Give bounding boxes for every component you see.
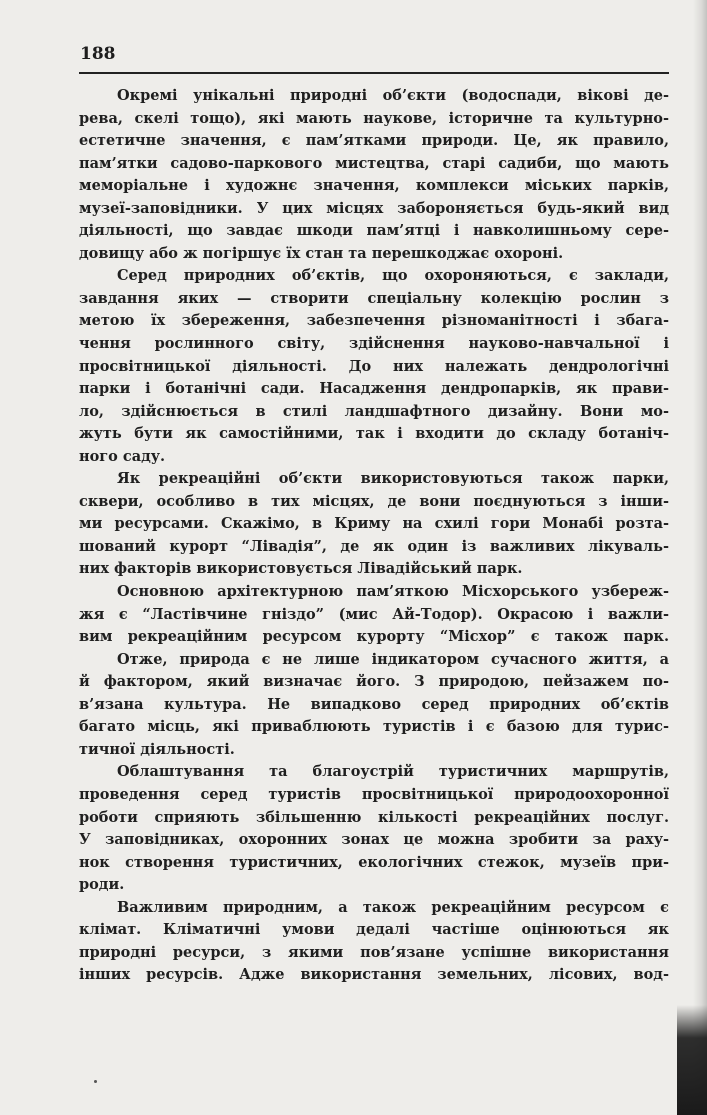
text-line: сквери, особливо в тих місцях, де вони поєднуються з інши-	[79, 492, 669, 510]
text-line: завдання яких — створити спеціальну колекцію рослин з	[79, 289, 669, 307]
text-line: жуть бути як самостійними, так і входити до складу ботаніч-	[79, 425, 669, 443]
page-edge-shadow	[693, 0, 707, 1115]
text-line: меморіальне і художнє значення, комплекси міських парків,	[79, 177, 669, 195]
paragraph	[79, 761, 669, 896]
text-line: клімат. Кліматичні умови дедалі частіше оцінюються як	[79, 921, 669, 939]
text-line: інших ресурсів. Адже використання земельних, лісових, вод-	[79, 966, 669, 984]
text-line: них факторів використовується Лівадійський парк.	[79, 560, 523, 578]
text-line: просвітницької діяльності. До них належать дендрологічні	[79, 357, 669, 375]
page-number: 188	[80, 44, 116, 64]
paragraph	[79, 897, 669, 987]
text-line: довищу або ж погіршує їх стан та перешкоджає охороні.	[79, 244, 564, 262]
text-line: роди.	[79, 876, 125, 894]
text-line: шований курорт “Лівадія”, де як один із важливих лікуваль-	[79, 537, 669, 555]
header-rule	[79, 72, 669, 74]
page-corner-shadow	[677, 1005, 707, 1115]
paragraph	[79, 649, 669, 762]
paragraph	[79, 581, 669, 649]
text-body	[79, 85, 669, 987]
paragraph	[79, 85, 669, 265]
text-line: чення рослинного світу, здійснення науково-навчальної і	[79, 335, 669, 353]
text-line: естетичне значення, є пам’ятками природи. Це, як правило,	[79, 132, 669, 150]
text-line: тичної діяльності.	[79, 740, 235, 758]
text-line: ло, здійснюється в стилі ландшафтного дизайну. Вони мо-	[79, 402, 669, 420]
text-line: Серед природних об’єктів, що охороняються, є заклади,	[117, 267, 669, 285]
text-line: музеї-заповідники. У цих місцях забороняється будь-який вид	[79, 199, 669, 217]
text-line: Основною архітектурною пам’яткою Місхорського узбереж-	[117, 583, 669, 601]
text-line: Отже, природа є не лише індикатором сучасного життя, а	[117, 650, 669, 668]
text-line: діяльності, що завдає шкоди пам’ятці і навколишньому сере-	[79, 222, 669, 240]
text-line: Важливим природним, а також рекреаційним ресурсом є	[117, 898, 669, 916]
text-line: вим рекреаційним ресурсом курорту “Місхор” є також парк.	[79, 628, 669, 646]
text-line: пам’ятки садово-паркового мистецтва, старі садиби, що мають	[79, 154, 669, 172]
text-line: У заповідниках, охоронних зонах це можна зробити за раху-	[79, 831, 669, 849]
text-line: жя є “Ластівчине гніздо” (мис Ай-Тодор). Окрасою і важли-	[79, 605, 669, 623]
text-line: природні ресурси, з якими пов’язане успішне використання	[79, 943, 669, 961]
text-line: рева, скелі тощо), які мають наукове, історичне та культурно-	[79, 109, 669, 127]
text-line: Як рекреаційні об’єкти використовуються також парки,	[117, 470, 669, 488]
paragraph	[79, 265, 669, 468]
scan-speck	[94, 1080, 97, 1083]
text-line: роботи сприяють збільшенню кількості рекреаційних послуг.	[79, 808, 669, 826]
text-line: проведення серед туристів просвітницької природоохоронної	[79, 785, 669, 803]
text-line: ного саду.	[79, 447, 166, 465]
text-line: Окремі унікальні природні об’єкти (водоспади, вікові де-	[117, 87, 669, 104]
text-line: в’язана культура. Не випадково серед природних об’єктів	[79, 695, 669, 713]
text-line: Облаштування та благоустрій туристичних маршрутів,	[117, 763, 669, 781]
text-line: нок створення туристичних, екологічних стежок, музеїв при-	[79, 853, 669, 871]
text-line: й фактором, який визначає його. З природою, пейзажем по-	[79, 673, 669, 691]
text-line: ми ресурсами. Скажімо, в Криму на схилі гори Монабі розта-	[79, 515, 669, 533]
text-line: багато місць, які приваблюють туристів і є базою для турис-	[79, 718, 669, 736]
paragraph	[79, 468, 669, 581]
text-line: метою їх збереження, забезпечення різноманітності і збага-	[79, 312, 669, 330]
text-line: парки і ботанічні сади. Насадження дендропарків, як прави-	[79, 380, 669, 398]
